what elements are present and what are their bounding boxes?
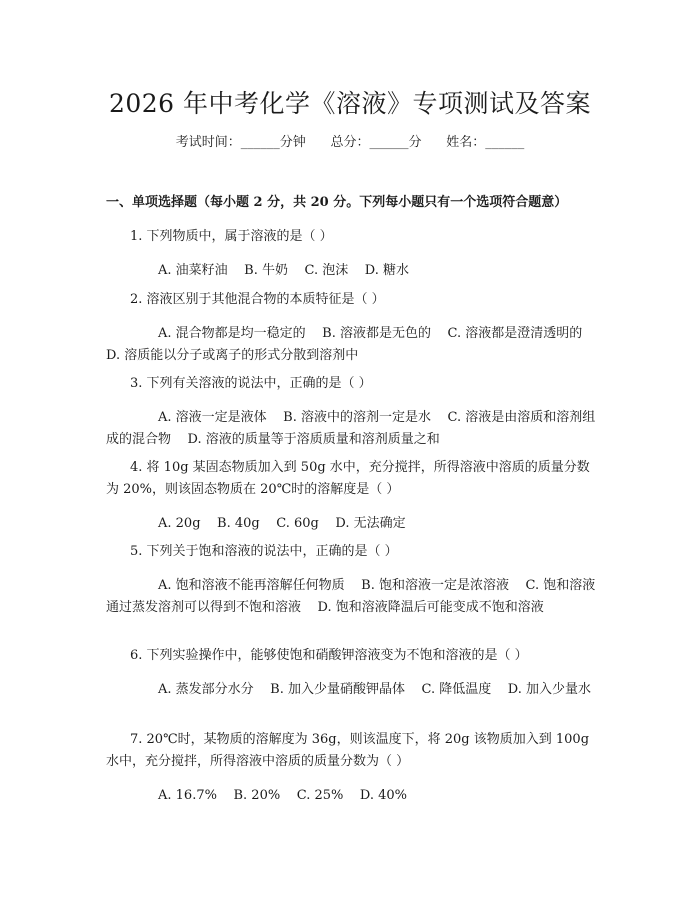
question-1: [106, 226, 596, 282]
question-stem: 7. 20℃时，某物质的溶解度为 36g，则该温度下，将 20g 该物质加入到 100g 水中，充分搅拌，所得溶液中溶质的质量分数为（ ）: [106, 732, 590, 769]
question-stem: 3. 下列有关溶液的说法中，正确的是（ ）: [130, 376, 372, 391]
question-stem: 6. 下列实验操作中，能够使饱和硝酸钾溶液变为不饱和溶液的是（ ）: [130, 648, 528, 663]
question-7: [106, 729, 596, 807]
question-options: A. 16.7% B. 20% C. 25% D. 40%: [158, 788, 408, 803]
question-options: A. 混合物都是均一稳定的 B. 溶液都是无色的 C. 溶液都是澄清透明的 D. 溶质能以分子或离子的形式分散到溶剂中: [106, 326, 599, 363]
section-heading: 一、单项选择题（每小题 2 分，共 20 分。下列每小题只有一个选项符合题意）: [106, 195, 568, 210]
question-stem: 4. 将 10g 某固态物质加入到 50g 水中，充分搅拌，所得溶液中溶质的质量分数为 20%，则该固态物质在 20℃时的溶解度是（ ）: [106, 460, 590, 497]
question-options: A. 饱和溶液不能再溶解任何物质 B. 饱和溶液一定是浓溶液 C. 饱和溶液通过蒸发溶剂可以得到不饱和溶液 D. 饱和溶液降温后可能变成不饱和溶液: [106, 578, 596, 615]
question-options: A. 油菜籽油 B. 牛奶 C. 泡沫 D. 糖水: [158, 263, 410, 278]
question-3: [106, 373, 596, 451]
question-options: A. 蒸发部分水分 B. 加入少量硝酸钾晶体 C. 降低温度 D. 加入少量水: [158, 682, 592, 697]
question-2: [106, 289, 599, 367]
question-stem: 2. 溶液区别于其他混合物的本质特征是（ ）: [130, 292, 385, 307]
question-options: A. 20g B. 40g C. 60g D. 无法确定: [158, 516, 406, 531]
page-title: 2026 年中考化学《溶液》专项测试及答案: [108, 89, 592, 118]
question-5: [106, 541, 596, 619]
exam-meta-line: 考试时间：______分钟 总分：______分 姓名：______: [175, 135, 525, 150]
question-options: A. 溶液一定是液体 B. 溶液中的溶剂一定是水 C. 溶液是由溶质和溶剂组成的混合物 D. 溶液的质量等于溶质质量和溶剂质量之和: [106, 410, 596, 447]
question-stem: 1. 下列物质中，属于溶液的是（ ）: [130, 229, 333, 244]
question-6: [106, 645, 596, 701]
question-4: [106, 457, 596, 535]
question-stem: 5. 下列关于饱和溶液的说法中，正确的是（ ）: [130, 544, 398, 559]
